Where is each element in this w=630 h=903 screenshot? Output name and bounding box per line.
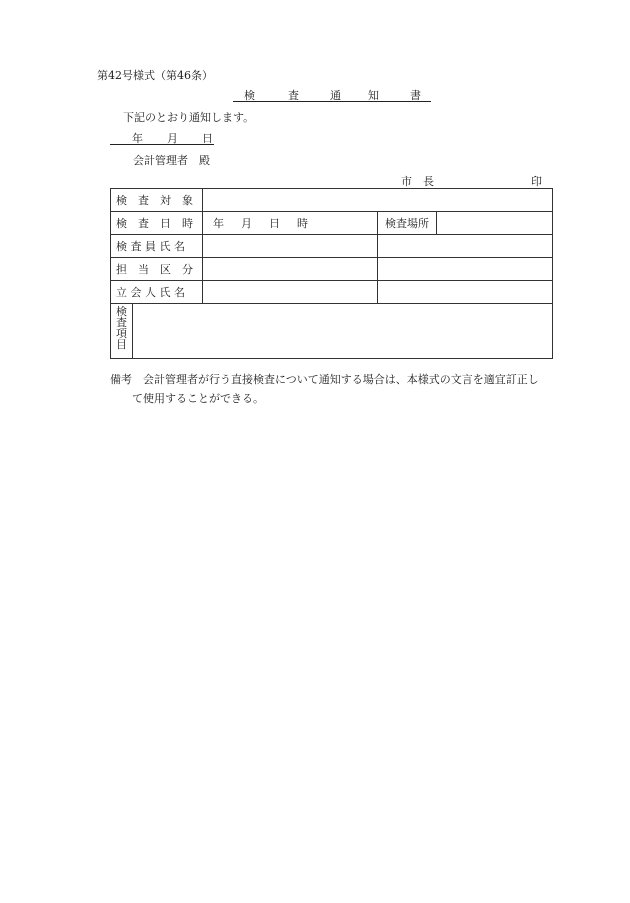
title-char: 書 <box>410 89 421 102</box>
inspector-field-1[interactable] <box>203 235 378 258</box>
date-year: 年 <box>132 132 143 145</box>
remarks <box>110 370 539 408</box>
items-field[interactable] <box>133 304 553 359</box>
date-day: 日 <box>202 132 213 145</box>
charge-field-1[interactable] <box>203 258 378 281</box>
seal-mark: 印 <box>531 175 542 188</box>
document-title <box>233 88 431 102</box>
datetime-month: 月 <box>241 217 252 230</box>
date-line <box>110 130 214 145</box>
items-label: 検 査 項 目 <box>111 304 133 359</box>
datetime-field[interactable] <box>203 212 378 235</box>
charge-label: 担 当 区 分 <box>111 258 203 281</box>
form-number: 第42号様式（第46条） <box>97 69 213 82</box>
inspector-label: 検 査 員 氏 名 <box>111 235 203 258</box>
datetime-hour: 時 <box>297 217 308 230</box>
inspection-form-table <box>110 188 553 359</box>
inspector-field-2[interactable] <box>378 235 553 258</box>
target-field[interactable] <box>203 189 553 212</box>
witness-field-2[interactable] <box>378 281 553 304</box>
remarks-heading: 備考 <box>110 373 132 386</box>
date-month: 月 <box>167 132 178 145</box>
issuer: 市 長 <box>401 175 434 188</box>
witness-label: 立 会 人 氏 名 <box>111 281 203 304</box>
title-char: 知 <box>368 89 379 102</box>
title-char: 通 <box>330 89 341 102</box>
addressee: 会計管理者 殿 <box>133 154 210 167</box>
intro-text: 下記のとおり通知します。 <box>123 111 255 124</box>
datetime-label: 検 査 日 時 <box>111 212 203 235</box>
target-label: 検 査 対 象 <box>111 189 203 212</box>
datetime-day: 日 <box>269 217 280 230</box>
place-label: 検査場所 <box>378 212 437 235</box>
remarks-line-2: て使用することができる。 <box>132 392 264 405</box>
datetime-year: 年 <box>213 217 224 230</box>
charge-field-2[interactable] <box>378 258 553 281</box>
witness-field-1[interactable] <box>203 281 378 304</box>
place-field[interactable] <box>437 212 553 235</box>
remarks-line-1: 会計管理者が行う直接検査について通知する場合は、本様式の文言を適宜訂正し <box>143 373 539 386</box>
title-char: 査 <box>288 89 299 102</box>
title-char: 検 <box>244 89 255 102</box>
